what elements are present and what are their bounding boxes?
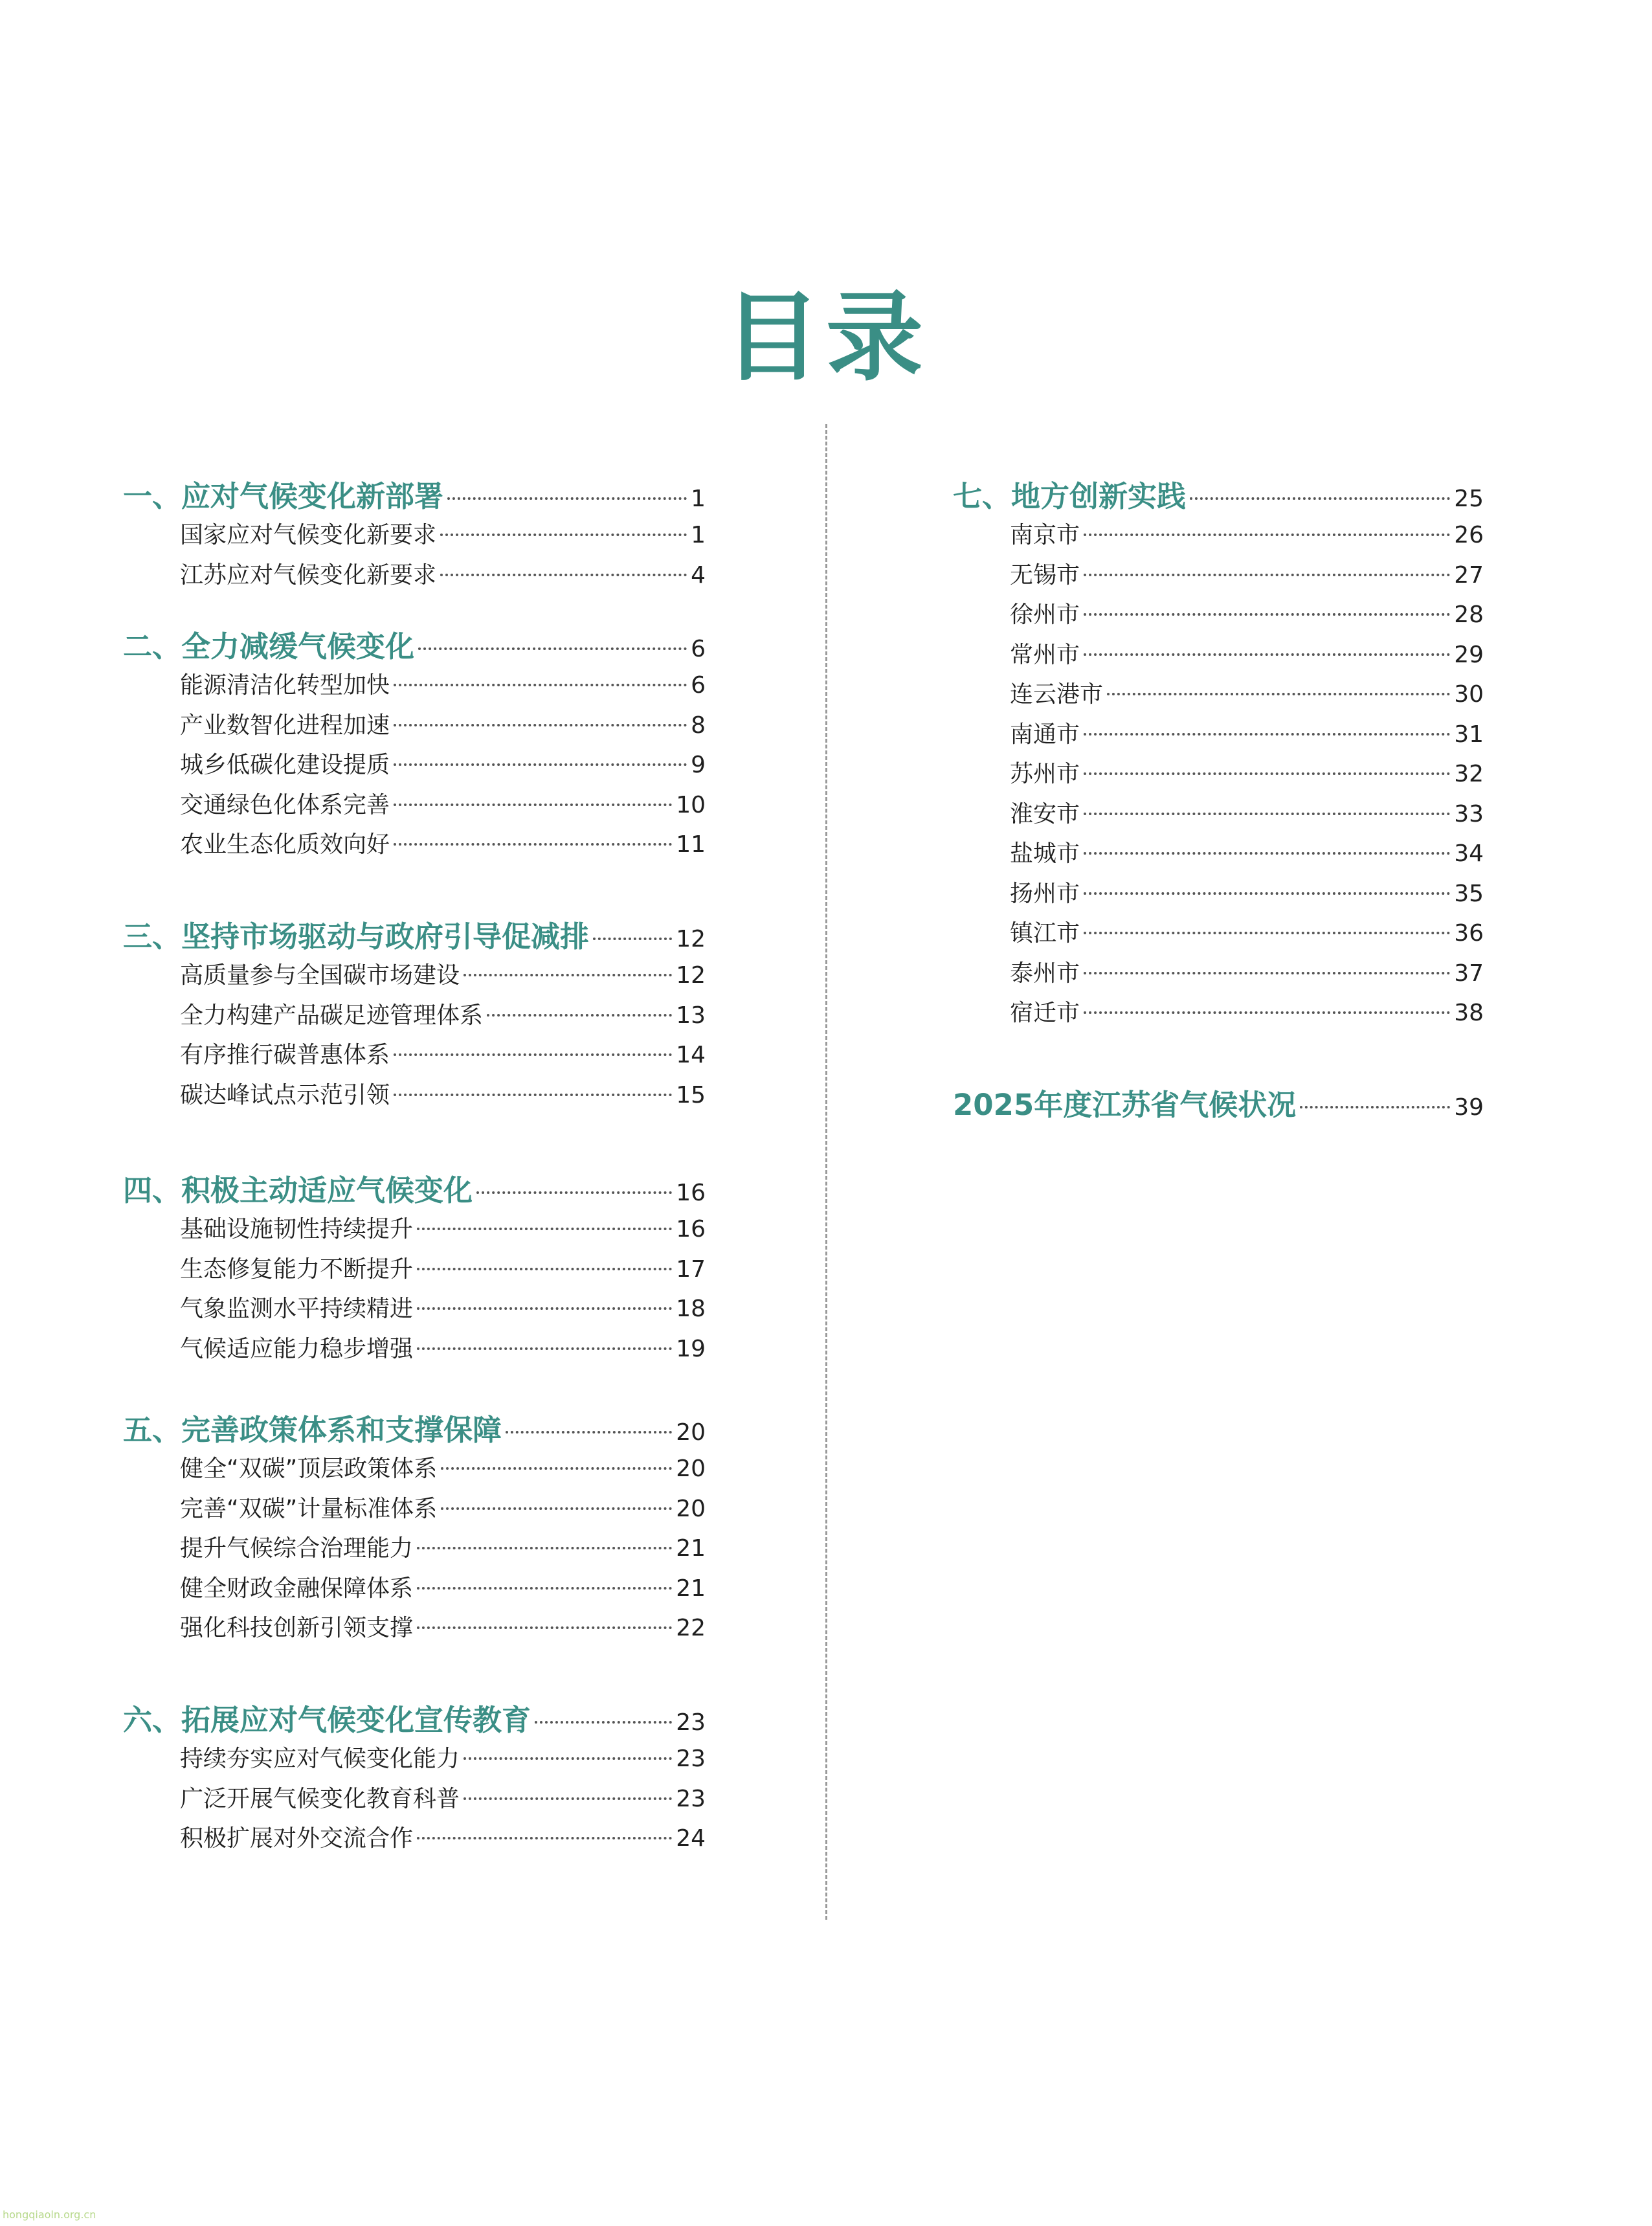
toc-page-number: 1 — [691, 522, 706, 548]
dot-leader — [1084, 534, 1450, 536]
dot-leader — [463, 1757, 672, 1760]
toc-entry-label: 积极扩展对外交流合作 — [180, 1825, 414, 1852]
toc-entry[interactable] — [953, 636, 1484, 669]
toc-entry[interactable] — [123, 747, 706, 780]
toc-page-number: 20 — [676, 1495, 706, 1522]
toc-entry[interactable] — [123, 667, 706, 700]
toc-heading-label: 一、应对气候变化新部署 — [123, 479, 444, 513]
toc-entry-label: 基础设施韧性持续提升 — [180, 1216, 414, 1242]
dot-leader — [441, 1467, 672, 1470]
toc-page-number: 25 — [1454, 486, 1484, 512]
toc-entry[interactable] — [953, 716, 1484, 749]
toc-entry[interactable] — [123, 1077, 706, 1110]
dot-leader — [1107, 693, 1450, 695]
toc-section-heading[interactable] — [953, 1081, 1484, 1123]
dot-leader — [463, 1797, 672, 1800]
dot-leader — [417, 1837, 672, 1839]
toc-entry-label: 提升气候综合治理能力 — [180, 1535, 414, 1562]
dot-leader — [487, 1014, 672, 1017]
toc-entry-label: 交通绿色化体系完善 — [180, 791, 390, 818]
column-divider — [825, 424, 827, 1920]
dot-leader — [463, 974, 672, 976]
toc-page-number: 14 — [676, 1042, 706, 1068]
dot-leader — [1084, 813, 1450, 815]
toc-entry[interactable] — [123, 1820, 706, 1853]
toc-entry-label: 有序推行碳普惠体系 — [180, 1042, 390, 1068]
dot-leader — [394, 684, 687, 686]
toc-section-heading[interactable] — [123, 1406, 706, 1448]
toc-entry-label: 常州市 — [1010, 641, 1080, 668]
toc-page-number: 23 — [676, 1746, 706, 1772]
toc-entry-label: 高质量参与全国碳市场建设 — [180, 962, 460, 989]
toc-entry[interactable] — [123, 1211, 706, 1244]
dot-leader — [506, 1431, 672, 1433]
toc-page-number: 22 — [676, 1615, 706, 1641]
dot-leader — [417, 1547, 672, 1549]
toc-page-number: 6 — [691, 636, 706, 662]
dot-leader — [476, 1191, 672, 1194]
toc-entry[interactable] — [953, 995, 1484, 1028]
toc-heading-label: 五、完善政策体系和支撑保障 — [123, 1413, 502, 1447]
toc-page-number: 20 — [676, 1456, 706, 1482]
toc-entry[interactable] — [953, 796, 1484, 829]
toc-page-number: 18 — [676, 1296, 706, 1322]
toc-section-heading[interactable] — [123, 913, 706, 955]
toc-entry[interactable] — [123, 1450, 706, 1483]
toc-entry[interactable] — [953, 596, 1484, 629]
toc-entry[interactable] — [123, 957, 706, 990]
toc-entry[interactable] — [953, 835, 1484, 868]
toc-entry-label: 强化科技创新引领支撑 — [180, 1615, 414, 1641]
toc-entry[interactable] — [953, 955, 1484, 988]
toc-page-number: 37 — [1454, 960, 1484, 987]
toc-page-number: 39 — [1454, 1094, 1484, 1121]
toc-section-heading[interactable] — [123, 623, 706, 665]
toc-entry-label: 产业数智化进程加速 — [180, 712, 390, 739]
dot-leader — [593, 938, 672, 940]
toc-entry-label: 南京市 — [1010, 522, 1080, 548]
toc-entry-label: 持续夯实应对气候变化能力 — [180, 1746, 460, 1772]
dot-leader — [1084, 574, 1450, 576]
toc-page-number: 36 — [1454, 920, 1484, 947]
toc-entry[interactable] — [123, 1490, 706, 1523]
toc-page-number: 32 — [1454, 761, 1484, 787]
toc-entry[interactable] — [123, 1331, 706, 1364]
toc-page-number: 31 — [1454, 721, 1484, 748]
toc-entry-label: 城乡低碳化建设提质 — [180, 752, 390, 778]
toc-entry-label: 健全“双碳”顶层政策体系 — [180, 1456, 438, 1482]
dot-leader — [440, 534, 687, 536]
toc-page-number: 16 — [676, 1216, 706, 1242]
toc-entry[interactable] — [953, 557, 1484, 590]
toc-entry[interactable] — [953, 875, 1484, 908]
toc-page-number: 1 — [691, 486, 706, 512]
toc-entry[interactable] — [953, 915, 1484, 948]
toc-page-number: 21 — [676, 1535, 706, 1562]
toc-page-number: 27 — [1454, 561, 1484, 589]
toc-heading-label: 2025年度江苏省气候状况 — [953, 1088, 1297, 1122]
toc-page-number: 16 — [676, 1180, 706, 1206]
dot-leader — [1084, 972, 1450, 974]
toc-entry-label: 苏州市 — [1010, 761, 1080, 787]
watermark: hongqiaoln.org.cn — [3, 2209, 96, 2221]
toc-page-number: 9 — [691, 752, 706, 778]
dot-leader — [1300, 1106, 1450, 1108]
dot-leader — [535, 1721, 672, 1724]
toc-page-number: 33 — [1454, 800, 1484, 827]
toc-page-number: 4 — [691, 561, 706, 589]
dot-leader — [1084, 613, 1450, 616]
toc-page-number: 20 — [676, 1419, 706, 1446]
dot-leader — [394, 804, 672, 806]
toc-page-number: 8 — [691, 712, 706, 739]
dot-leader — [394, 724, 687, 726]
toc-entry[interactable] — [123, 1570, 706, 1603]
toc-page-number: 34 — [1454, 840, 1484, 867]
toc-entry-label: 生态修复能力不断提升 — [180, 1255, 414, 1283]
toc-entry-label: 健全财政金融保障体系 — [180, 1575, 414, 1602]
toc-entry-label: 扬州市 — [1010, 880, 1080, 907]
toc-entry[interactable] — [123, 1610, 706, 1643]
toc-entry[interactable] — [953, 676, 1484, 709]
dot-leader — [1190, 497, 1450, 500]
toc-page-number: 30 — [1454, 681, 1484, 708]
dot-leader — [1084, 932, 1450, 934]
toc-entry[interactable] — [123, 997, 706, 1030]
toc-entry[interactable] — [123, 826, 706, 859]
toc-heading-label: 二、全力减缓气候变化 — [123, 629, 415, 664]
toc-entry-label: 国家应对气候变化新要求 — [180, 522, 437, 548]
dot-leader — [418, 647, 687, 650]
toc-entry-label: 全力构建产品碳足迹管理体系 — [180, 1002, 484, 1029]
dot-leader — [394, 843, 672, 846]
toc-entry-label: 完善“双碳”计量标准体系 — [180, 1495, 438, 1522]
toc-entry-label: 能源清洁化转型加快 — [180, 672, 390, 699]
toc-entry[interactable] — [123, 557, 706, 590]
toc-heading-label: 七、地方创新实践 — [953, 479, 1187, 513]
toc-page-number: 29 — [1454, 641, 1484, 668]
dot-leader — [1084, 1011, 1450, 1014]
toc-page-number: 23 — [676, 1709, 706, 1736]
dot-leader — [1084, 852, 1450, 855]
toc-entry-label: 无锡市 — [1010, 561, 1080, 589]
dot-leader — [417, 1626, 672, 1629]
toc-page-number: 12 — [676, 926, 706, 952]
toc-entry-label: 镇江市 — [1010, 920, 1080, 947]
toc-entry[interactable] — [123, 517, 706, 550]
toc-entry[interactable] — [123, 1251, 706, 1284]
toc-entry[interactable] — [953, 756, 1484, 789]
dot-leader — [417, 1587, 672, 1590]
toc-entry[interactable] — [123, 1530, 706, 1563]
dot-leader — [1084, 892, 1450, 895]
toc-page-number: 17 — [676, 1255, 706, 1283]
toc-page-number: 12 — [676, 962, 706, 989]
toc-heading-label: 六、拓展应对气候变化宣传教育 — [123, 1703, 531, 1737]
toc-heading-label: 三、坚持市场驱动与政府引导促减排 — [123, 919, 590, 954]
dot-leader — [447, 497, 687, 500]
toc-page-number: 26 — [1454, 522, 1484, 548]
dot-leader — [1084, 772, 1450, 775]
toc-page-number: 35 — [1454, 880, 1484, 907]
toc-heading-label: 四、积极主动适应气候变化 — [123, 1173, 473, 1208]
toc-entry[interactable] — [123, 1781, 706, 1814]
toc-entry-label: 泰州市 — [1010, 960, 1080, 987]
dot-leader — [417, 1307, 672, 1310]
toc-entry-label: 江苏应对气候变化新要求 — [180, 561, 437, 589]
toc-section-heading[interactable] — [123, 1167, 706, 1209]
toc-page-number: 19 — [676, 1335, 706, 1362]
toc-page-number: 10 — [676, 791, 706, 818]
dot-leader — [394, 1053, 672, 1056]
toc-entry-label: 徐州市 — [1010, 601, 1080, 628]
toc-entry[interactable] — [953, 517, 1484, 550]
toc-entry-label: 气象监测水平持续精进 — [180, 1296, 414, 1322]
page-title: 目录 — [723, 282, 928, 394]
toc-section-heading[interactable] — [123, 1696, 706, 1738]
dot-leader — [417, 1228, 672, 1230]
dot-leader — [1084, 653, 1450, 656]
dot-leader — [441, 1507, 672, 1510]
toc-entry-label: 气候适应能力稳步增强 — [180, 1335, 414, 1362]
toc-entry-label: 盐城市 — [1010, 840, 1080, 867]
toc-entry[interactable] — [123, 707, 706, 740]
toc-entry-label: 连云港市 — [1010, 681, 1104, 708]
toc-page-number: 6 — [691, 672, 706, 699]
toc-page-number: 21 — [676, 1575, 706, 1602]
dot-leader — [417, 1268, 672, 1270]
toc-page-number: 23 — [676, 1785, 706, 1812]
toc-entry[interactable] — [123, 787, 706, 820]
dot-leader — [417, 1347, 672, 1350]
toc-entry-label: 广泛开展气候变化教育科普 — [180, 1785, 460, 1812]
toc-entry[interactable] — [123, 1037, 706, 1070]
dot-leader — [440, 574, 687, 576]
toc-page-number: 13 — [676, 1002, 706, 1029]
toc-entry[interactable] — [123, 1290, 706, 1323]
dot-leader — [394, 763, 687, 766]
toc-page-number: 11 — [676, 831, 706, 858]
toc-section-heading[interactable] — [123, 473, 706, 515]
toc-entry-label: 南通市 — [1010, 721, 1080, 748]
toc-page-number: 28 — [1454, 601, 1484, 628]
toc-page-number: 15 — [676, 1081, 706, 1108]
dot-leader — [394, 1094, 672, 1096]
toc-entry-label: 淮安市 — [1010, 800, 1080, 827]
dot-leader — [1084, 733, 1450, 736]
toc-entry[interactable] — [123, 1740, 706, 1773]
toc-entry-label: 农业生态化质效向好 — [180, 831, 390, 858]
toc-section-heading[interactable] — [953, 473, 1484, 515]
toc-entry-label: 宿迁市 — [1010, 1000, 1080, 1026]
toc-page-number: 24 — [676, 1825, 706, 1852]
toc-entry-label: 碳达峰试点示范引领 — [180, 1081, 390, 1108]
toc-page-number: 38 — [1454, 1000, 1484, 1026]
